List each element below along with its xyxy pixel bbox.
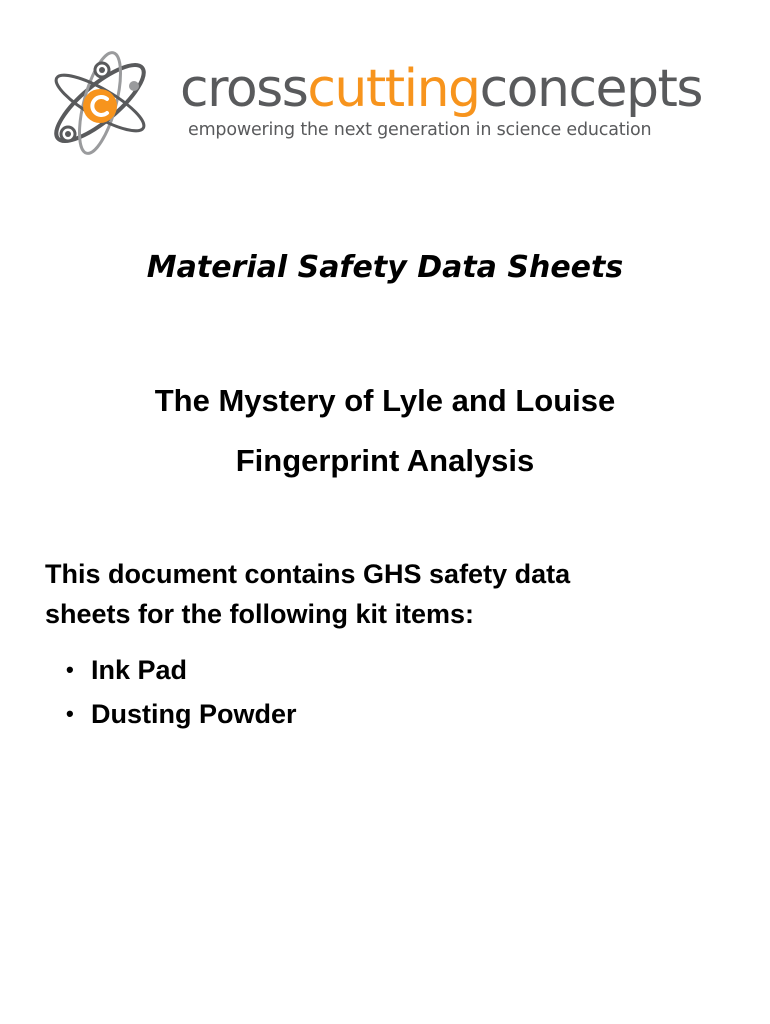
- kit-item-label: Dusting Powder: [91, 699, 297, 729]
- logo-name-cross: cross: [180, 59, 308, 119]
- logo-name-cutting: cutting: [307, 59, 480, 119]
- list-item: [66, 692, 297, 736]
- document-title: Material Safety Data Sheets: [146, 250, 624, 285]
- logo-tagline: empowering the next generation in science education: [188, 120, 652, 140]
- bullet-icon: •: [66, 701, 74, 726]
- kit-item-label: Ink Pad: [91, 655, 188, 685]
- kit-title-line2: Fingerprint Analysis: [235, 443, 535, 478]
- intro-paragraph: [45, 554, 685, 634]
- logo-name-concepts: concepts: [479, 59, 703, 119]
- kit-title-line1: The Mystery of Lyle and Louise: [154, 383, 616, 418]
- atom-c-icon: [40, 48, 170, 158]
- bullet-icon: •: [66, 657, 74, 682]
- logo-wordmark: [180, 58, 702, 120]
- company-logo: [40, 48, 720, 158]
- intro-line1: This document contains GHS safety data: [45, 559, 571, 589]
- intro-line2: sheets for the following kit items:: [45, 599, 475, 629]
- list-item: [66, 648, 297, 692]
- kit-items-list: [66, 648, 297, 736]
